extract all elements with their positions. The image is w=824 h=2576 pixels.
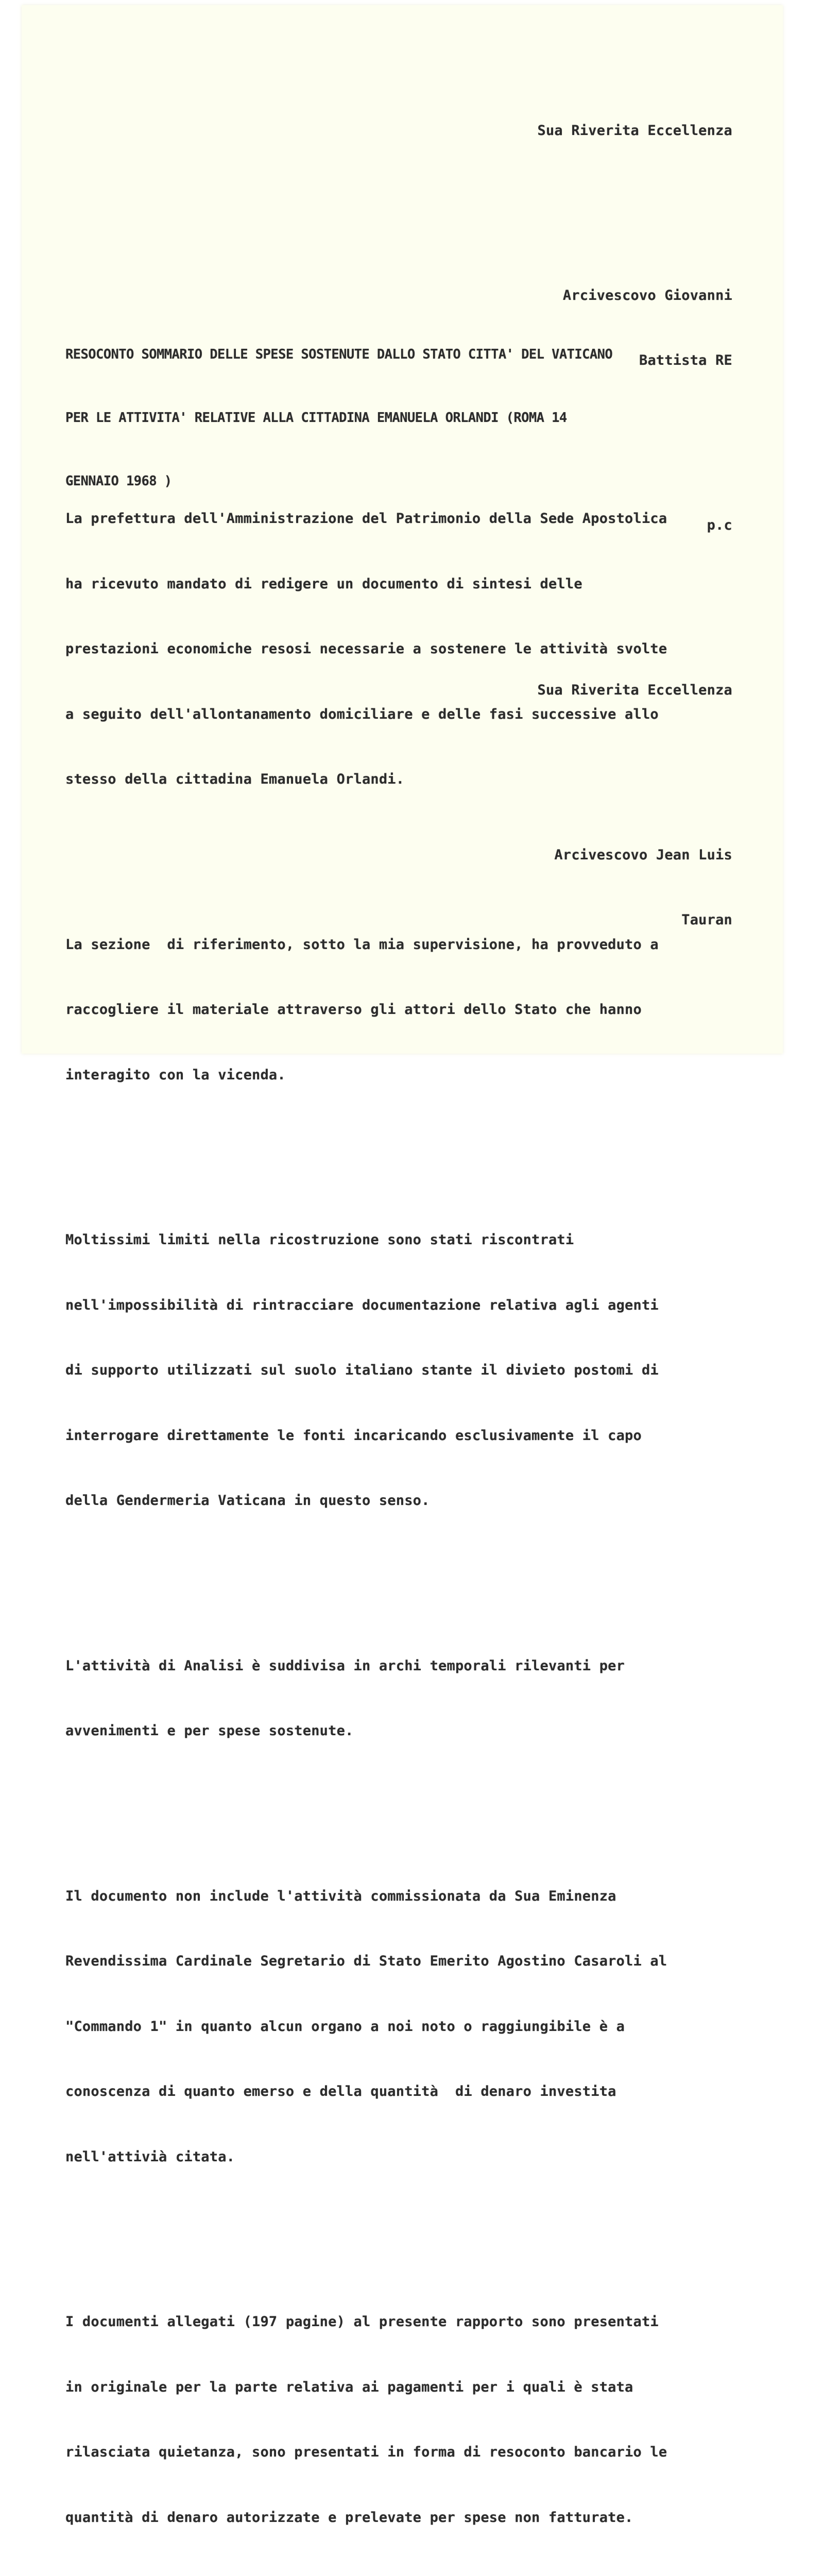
paragraph-analysis <box>65 1612 766 1786</box>
paragraph-exclusion <box>65 1842 766 2212</box>
text-line: nell'attivià citata. <box>65 2148 235 2165</box>
recipient-name: Tauran <box>681 912 732 928</box>
paragraph-section <box>65 891 766 1130</box>
per-conoscenza-label: p.c <box>707 517 732 533</box>
text-line: ha ricevuto mandato di redigere un documento di sintesi delle <box>65 575 582 592</box>
text-line: L'attività di Analisi è suddivisa in archi temporali rilevanti per <box>65 1657 625 1674</box>
text-line: rilasciata quietanza, sono presentati in forma di resoconto bancario le <box>65 2444 667 2460</box>
text-line: della Gendermeria Vaticana in questo senso. <box>65 1493 430 1509</box>
text-line: Revendissima Cardinale Segretario di Stato Emerito Agostino Casaroli al <box>65 1953 667 1969</box>
recipient-line-group <box>538 77 732 185</box>
text-line: quantità di denaro autorizzate e prelevate per spese non fatturate. <box>65 2509 633 2526</box>
text-line: avvenimenti e per spese sostenute. <box>65 1723 354 1739</box>
text-line: interagito con la vicenda. <box>65 1066 286 1083</box>
text-line: La prefettura dell'Amministrazione del Patrimonio della Sede Apostolica <box>65 511 667 527</box>
text-line: stesso della cittadina Emanuela Orlandi. <box>65 771 405 787</box>
text-line: Il documento non include l'attività commissionata da Sua Eminenza <box>65 1888 616 1904</box>
text-line: a seguito dell'allontanamento domiciliare e delle fasi successive allo <box>65 706 659 722</box>
text-line: prestazioni economiche resosi necessarie a sostenere le attività svolte <box>65 641 667 657</box>
title-line: RESOCONTO SOMMARIO DELLE SPESE SOSTENUTE DALLO STATO CITTA' DEL VATICANO <box>65 347 613 362</box>
recipient-name: Battista RE <box>639 352 732 368</box>
text-line: conoscenza di quanto emerso e della quantità di denaro investita <box>65 2083 616 2099</box>
text-line: "Commando 1" in quanto alcun organo a noi noto o raggiungibile è a <box>65 2018 625 2035</box>
recipient-honorific: Sua Riverita Eccellenza <box>537 682 732 698</box>
text-line: interrogare direttamente le fonti incaricando esclusivamente il capo <box>65 1427 642 1444</box>
recipient-honorific: Sua Riverita Eccellenza <box>537 123 732 139</box>
text-line: nell'impossibilità di rintracciare documentazione relativa agli agenti <box>65 1297 659 1313</box>
text-line: in originale per la parte relativa ai pagamenti per i quali è stata <box>65 2379 633 2395</box>
title-line: GENNAIO 1968 ) <box>65 473 172 489</box>
paragraph-mandate <box>65 465 766 834</box>
paragraph-attachments <box>65 2268 766 2572</box>
text-line: I documenti allegati (197 pagine) al presente rapporto sono presentati <box>65 2314 659 2330</box>
paragraph-limits <box>65 1186 766 1555</box>
document-page <box>22 5 783 2526</box>
title-line: PER LE ATTIVITA' RELATIVE ALLA CITTADINA EMANUELA ORLANDI (ROMA 14 <box>65 410 567 426</box>
document-body <box>65 421 766 2576</box>
text-line: raccogliere il materiale attraverso gli attori dello Stato che hanno <box>65 1002 642 1018</box>
recipient-name: Arcivescovo Giovanni <box>562 287 732 303</box>
text-line: di supporto utilizzati sul suolo italiano stante il divieto postomi di <box>65 1362 659 1378</box>
text-line: La sezione di riferimento, sotto la mia supervisione, ha provveduto a <box>65 936 659 953</box>
text-line: Moltissimi limiti nella ricostruzione sono stati riscontrati <box>65 1232 574 1248</box>
recipient-name: Arcivescovo Jean Luis <box>554 847 732 863</box>
